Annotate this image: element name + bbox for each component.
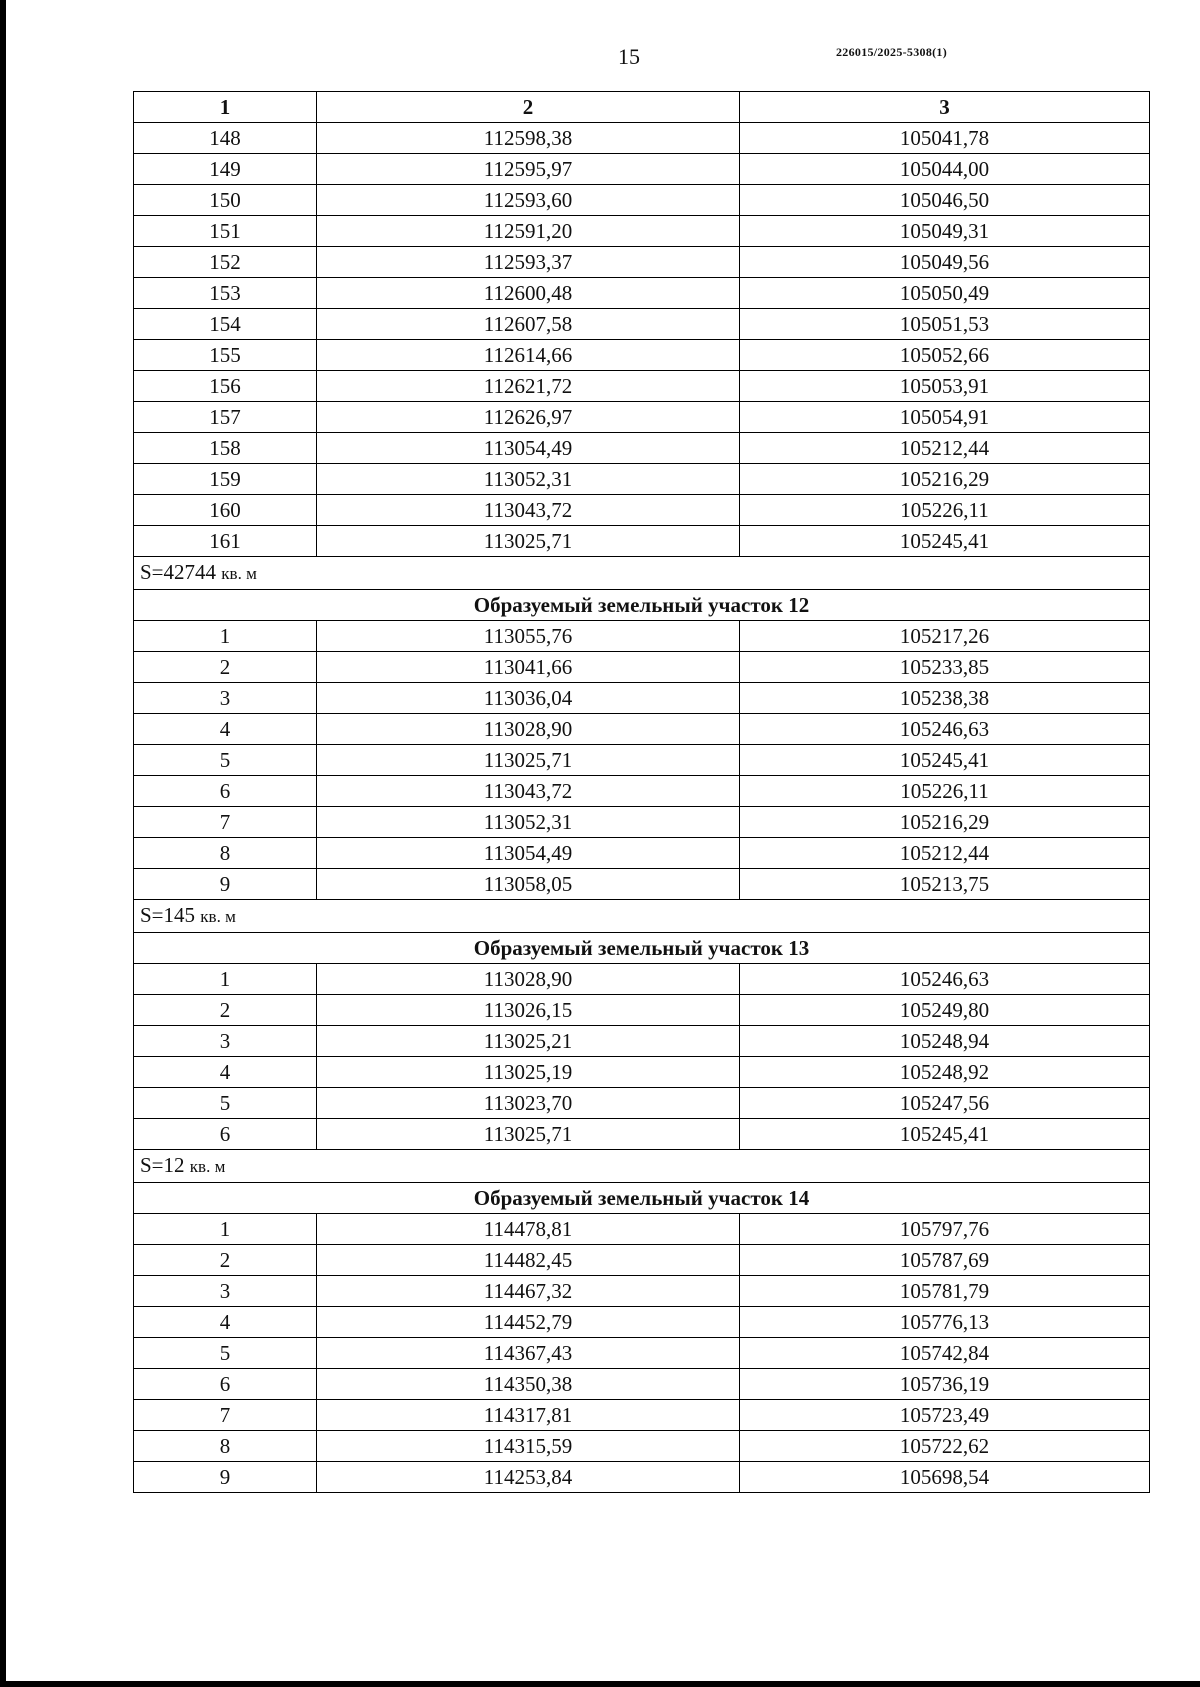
header-col-3: 3 [740, 92, 1150, 123]
coordinate-x-cell: 114452,79 [317, 1307, 740, 1338]
table-row [134, 123, 1150, 154]
section-header-row [134, 1183, 1150, 1214]
point-number-cell: 6 [134, 1119, 317, 1150]
point-number-cell: 6 [134, 776, 317, 807]
document-id: 226015/2025-5308(1) [836, 45, 948, 59]
area-row [134, 1150, 1150, 1183]
coordinate-x-cell: 114253,84 [317, 1462, 740, 1493]
coordinate-y-cell: 105249,80 [740, 995, 1150, 1026]
coordinate-y-cell: 105212,44 [740, 838, 1150, 869]
point-number-cell: 9 [134, 1462, 317, 1493]
table-row [134, 995, 1150, 1026]
point-number-cell: 158 [134, 433, 317, 464]
section-title: Образуемый земельный участок 14 [134, 1183, 1150, 1214]
point-number-cell: 4 [134, 1057, 317, 1088]
table-row [134, 714, 1150, 745]
table-row [134, 838, 1150, 869]
table-row [134, 1245, 1150, 1276]
coordinate-x-cell: 113028,90 [317, 714, 740, 745]
coordinate-x-cell: 112591,20 [317, 216, 740, 247]
coordinate-y-cell: 105245,41 [740, 745, 1150, 776]
table-row [134, 869, 1150, 900]
point-number-cell: 148 [134, 123, 317, 154]
point-number-cell: 155 [134, 340, 317, 371]
coordinate-y-cell: 105054,91 [740, 402, 1150, 433]
coordinate-x-cell: 114467,32 [317, 1276, 740, 1307]
table-row [134, 1307, 1150, 1338]
table-row [134, 1276, 1150, 1307]
coordinate-x-cell: 113052,31 [317, 464, 740, 495]
coordinate-y-cell: 105233,85 [740, 652, 1150, 683]
coordinate-x-cell: 113025,19 [317, 1057, 740, 1088]
coordinate-y-cell: 105742,84 [740, 1338, 1150, 1369]
table-row [134, 1431, 1150, 1462]
point-number-cell: 7 [134, 807, 317, 838]
table-row [134, 683, 1150, 714]
point-number-cell: 151 [134, 216, 317, 247]
table-header [134, 92, 1150, 123]
coordinate-y-cell: 105051,53 [740, 309, 1150, 340]
coordinate-x-cell: 112593,37 [317, 247, 740, 278]
coordinate-x-cell: 113058,05 [317, 869, 740, 900]
point-number-cell: 3 [134, 683, 317, 714]
coordinate-y-cell: 105050,49 [740, 278, 1150, 309]
coordinates-table-wrapper [133, 91, 1149, 1493]
coordinate-y-cell: 105722,62 [740, 1431, 1150, 1462]
area-cell [134, 1150, 1150, 1183]
table-row [134, 1026, 1150, 1057]
point-number-cell: 1 [134, 964, 317, 995]
table-row [134, 1214, 1150, 1245]
coordinate-x-cell: 113043,72 [317, 776, 740, 807]
coordinate-y-cell: 105213,75 [740, 869, 1150, 900]
coordinate-x-cell: 112598,38 [317, 123, 740, 154]
coordinate-x-cell: 113025,71 [317, 526, 740, 557]
table-row [134, 247, 1150, 278]
coordinate-x-cell: 112621,72 [317, 371, 740, 402]
coordinate-y-cell: 105041,78 [740, 123, 1150, 154]
point-number-cell: 7 [134, 1400, 317, 1431]
area-row [134, 900, 1150, 933]
table-row [134, 1057, 1150, 1088]
section-title: Образуемый земельный участок 12 [134, 590, 1150, 621]
coordinate-y-cell: 105246,63 [740, 964, 1150, 995]
table-row [134, 495, 1150, 526]
point-number-cell: 8 [134, 838, 317, 869]
coordinate-y-cell: 105049,31 [740, 216, 1150, 247]
table-row [134, 526, 1150, 557]
point-number-cell: 5 [134, 745, 317, 776]
coordinate-x-cell: 114482,45 [317, 1245, 740, 1276]
table-row [134, 402, 1150, 433]
point-number-cell: 2 [134, 652, 317, 683]
coordinate-y-cell: 105216,29 [740, 464, 1150, 495]
point-number-cell: 153 [134, 278, 317, 309]
coordinate-x-cell: 113023,70 [317, 1088, 740, 1119]
point-number-cell: 8 [134, 1431, 317, 1462]
coordinate-y-cell: 105247,56 [740, 1088, 1150, 1119]
coordinate-y-cell: 105049,56 [740, 247, 1150, 278]
coordinate-x-cell: 112595,97 [317, 154, 740, 185]
coordinate-y-cell: 105723,49 [740, 1400, 1150, 1431]
point-number-cell: 1 [134, 1214, 317, 1245]
area-cell [134, 900, 1150, 933]
coordinate-x-cell: 113025,71 [317, 1119, 740, 1150]
table-row [134, 621, 1150, 652]
coordinate-y-cell: 105226,11 [740, 495, 1150, 526]
coordinate-y-cell: 105781,79 [740, 1276, 1150, 1307]
table-row [134, 1119, 1150, 1150]
table-row [134, 964, 1150, 995]
coordinate-x-cell: 113054,49 [317, 838, 740, 869]
coordinate-y-cell: 105053,91 [740, 371, 1150, 402]
coordinate-y-cell: 105216,29 [740, 807, 1150, 838]
coordinate-y-cell: 105044,00 [740, 154, 1150, 185]
area-value: S=145 [140, 903, 196, 927]
coordinate-x-cell: 112593,60 [317, 185, 740, 216]
coordinate-x-cell: 112607,58 [317, 309, 740, 340]
table-row [134, 154, 1150, 185]
point-number-cell: 4 [134, 714, 317, 745]
coordinate-x-cell: 113043,72 [317, 495, 740, 526]
coordinate-y-cell: 105797,76 [740, 1214, 1150, 1245]
point-number-cell: 2 [134, 995, 317, 1026]
coordinate-x-cell: 113026,15 [317, 995, 740, 1026]
point-number-cell: 4 [134, 1307, 317, 1338]
point-number-cell: 2 [134, 1245, 317, 1276]
point-number-cell: 156 [134, 371, 317, 402]
point-number-cell: 9 [134, 869, 317, 900]
table-row [134, 433, 1150, 464]
table-row [134, 776, 1150, 807]
coordinate-y-cell: 105698,54 [740, 1462, 1150, 1493]
coordinate-x-cell: 113025,71 [317, 745, 740, 776]
coordinate-y-cell: 105776,13 [740, 1307, 1150, 1338]
area-unit: кв. м [221, 564, 257, 583]
coordinate-y-cell: 105046,50 [740, 185, 1150, 216]
table-row [134, 309, 1150, 340]
point-number-cell: 159 [134, 464, 317, 495]
point-number-cell: 154 [134, 309, 317, 340]
table-body [134, 123, 1150, 1493]
point-number-cell: 160 [134, 495, 317, 526]
point-number-cell: 3 [134, 1276, 317, 1307]
coordinate-y-cell: 105248,92 [740, 1057, 1150, 1088]
point-number-cell: 6 [134, 1369, 317, 1400]
table-row [134, 1369, 1150, 1400]
table-row [134, 464, 1150, 495]
table-row [134, 1400, 1150, 1431]
coordinate-x-cell: 113041,66 [317, 652, 740, 683]
table-row [134, 745, 1150, 776]
section-header-row [134, 933, 1150, 964]
coordinates-table [133, 91, 1150, 1493]
coordinate-x-cell: 113055,76 [317, 621, 740, 652]
table-row [134, 1338, 1150, 1369]
table-row [134, 652, 1150, 683]
header-col-2: 2 [317, 92, 740, 123]
coordinate-x-cell: 113052,31 [317, 807, 740, 838]
table-row [134, 807, 1150, 838]
coordinate-x-cell: 114367,43 [317, 1338, 740, 1369]
area-unit: кв. м [189, 1157, 226, 1176]
coordinate-y-cell: 105246,63 [740, 714, 1150, 745]
area-cell [134, 557, 1150, 590]
section-header-row [134, 590, 1150, 621]
point-number-cell: 5 [134, 1338, 317, 1369]
coordinate-x-cell: 114315,59 [317, 1431, 740, 1462]
page-number: 15 [618, 44, 640, 69]
coordinate-y-cell: 105245,41 [740, 1119, 1150, 1150]
coordinate-y-cell: 105245,41 [740, 526, 1150, 557]
coordinate-x-cell: 112626,97 [317, 402, 740, 433]
coordinate-x-cell: 113025,21 [317, 1026, 740, 1057]
point-number-cell: 150 [134, 185, 317, 216]
point-number-cell: 161 [134, 526, 317, 557]
coordinate-y-cell: 105248,94 [740, 1026, 1150, 1057]
table-row [134, 340, 1150, 371]
coordinate-x-cell: 112600,48 [317, 278, 740, 309]
coordinate-y-cell: 105238,38 [740, 683, 1150, 714]
header-col-1: 1 [134, 92, 317, 123]
coordinate-y-cell: 105736,19 [740, 1369, 1150, 1400]
area-value: S=42744 [140, 560, 217, 584]
area-unit: кв. м [200, 907, 236, 926]
table-row [134, 278, 1150, 309]
table-row [134, 1462, 1150, 1493]
coordinate-x-cell: 114350,38 [317, 1369, 740, 1400]
table-row [134, 216, 1150, 247]
area-row [134, 557, 1150, 590]
coordinate-y-cell: 105226,11 [740, 776, 1150, 807]
table-row [134, 371, 1150, 402]
table-row [134, 185, 1150, 216]
coordinate-x-cell: 112614,66 [317, 340, 740, 371]
table-row [134, 1088, 1150, 1119]
point-number-cell: 157 [134, 402, 317, 433]
point-number-cell: 1 [134, 621, 317, 652]
coordinate-y-cell: 105787,69 [740, 1245, 1150, 1276]
point-number-cell: 3 [134, 1026, 317, 1057]
section-title: Образуемый земельный участок 13 [134, 933, 1150, 964]
coordinate-y-cell: 105052,66 [740, 340, 1150, 371]
coordinate-x-cell: 114317,81 [317, 1400, 740, 1431]
coordinate-x-cell: 114478,81 [317, 1214, 740, 1245]
coordinate-x-cell: 113036,04 [317, 683, 740, 714]
area-value: S=12 [140, 1153, 185, 1177]
coordinate-x-cell: 113028,90 [317, 964, 740, 995]
point-number-cell: 5 [134, 1088, 317, 1119]
point-number-cell: 149 [134, 154, 317, 185]
header-row [134, 92, 1150, 123]
coordinate-y-cell: 105212,44 [740, 433, 1150, 464]
point-number-cell: 152 [134, 247, 317, 278]
coordinate-x-cell: 113054,49 [317, 433, 740, 464]
coordinate-y-cell: 105217,26 [740, 621, 1150, 652]
